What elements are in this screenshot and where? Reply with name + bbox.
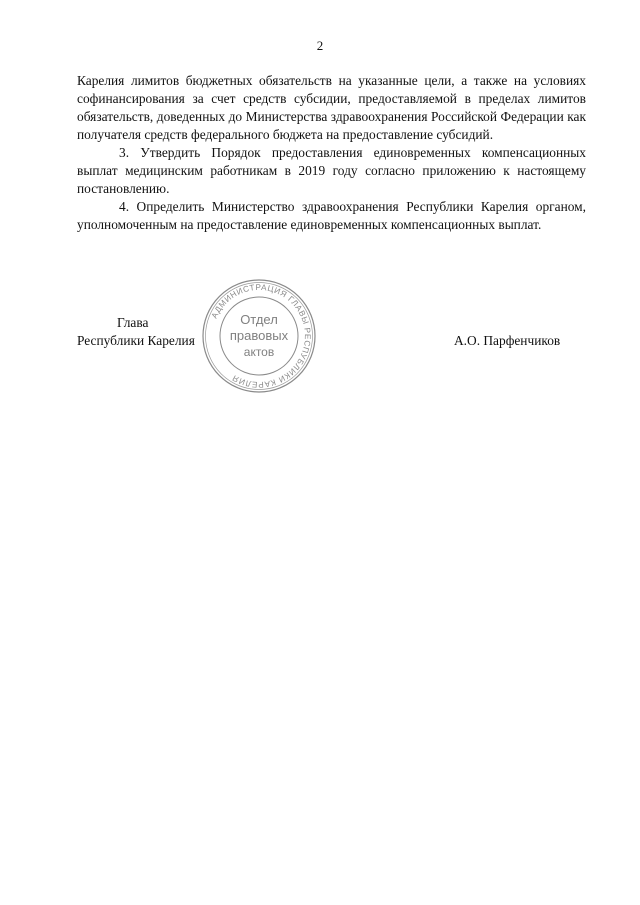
paragraph-item-3: 3. Утвердить Порядок предоставления единовременных компенсационных выплат медицинским работникам в 2019 году согласно приложению к настоящему постановлению. [77,145,586,196]
stamp-inner-line1: Отдел [240,312,278,327]
signature-title-line1: Глава [117,315,149,330]
document-body [77,72,586,234]
stamp-inner-line2: правовых [229,328,289,343]
official-stamp [199,278,319,394]
stamp-inner-line3: актов [243,345,275,359]
stamp-ring-text: АДМИНИСТРАЦИЯ ГЛАВЫ РЕСПУБЛИКИ КАРЕЛИЯ [209,282,313,390]
page-number: 2 [316,38,324,53]
signature-title [77,314,195,350]
paragraph-item-4: 4. Определить Министерство здравоохранения Республики Карелия органом, уполномоченным на предоставление единовременных компенсационных выплат. [77,199,586,232]
signature-title-line2: Республики Карелия [77,333,195,348]
paragraph-continuation: Карелия лимитов бюджетных обязательств на указанные цели, а также на условиях софинансирования за счет средств субсидии, предоставляемой в пределах лимитов обязательств, доведенных до Министерства здравоохранения Российской Федерации как получателя средств федерального бюджета на предоставление субсидий. [77,73,586,142]
signatory-name: А.О. Парфенчиков [454,333,561,348]
